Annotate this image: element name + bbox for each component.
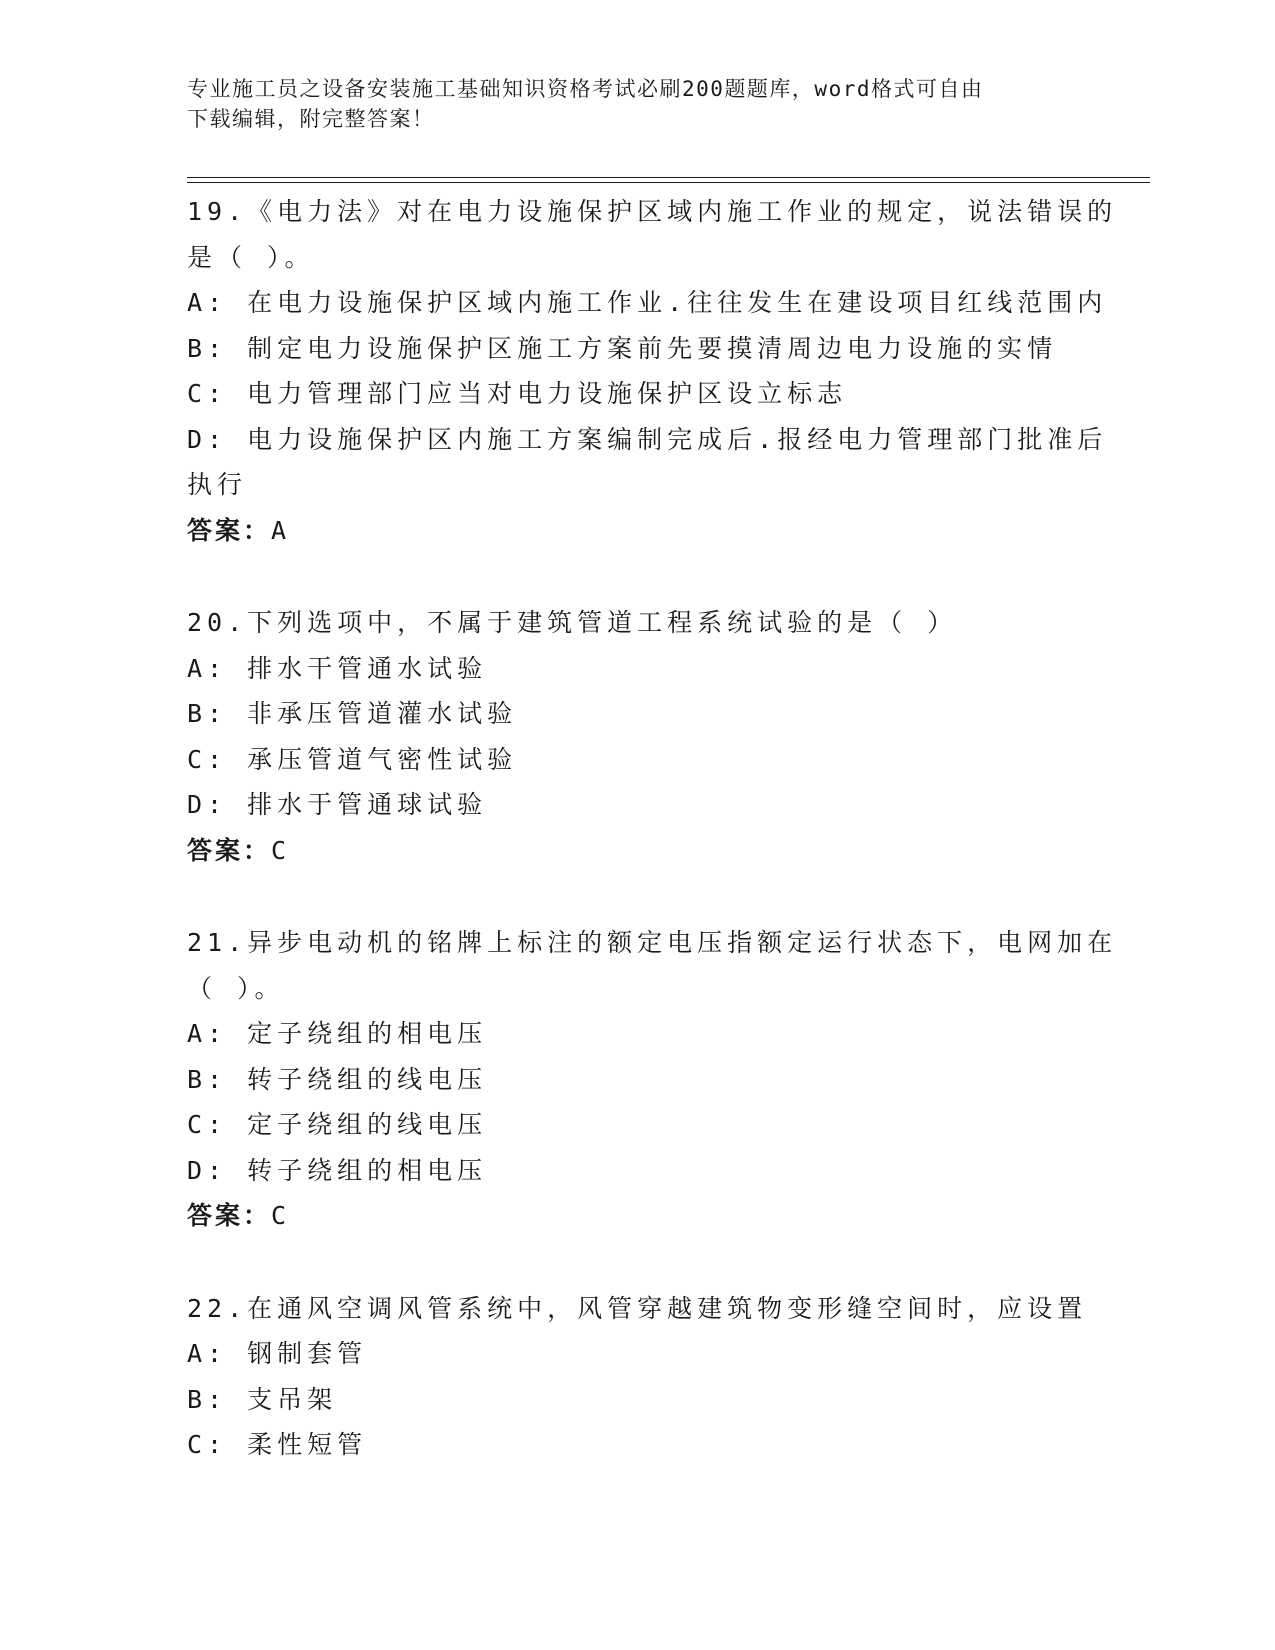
option-b: B: 制定电力设施保护区施工方案前先要摸清周边电力设施的实情 — [187, 333, 1058, 363]
question-21 — [187, 920, 1118, 1239]
answer-line — [187, 828, 1087, 874]
option-d-continued: 执行 — [187, 470, 248, 499]
header-divider-bottom — [187, 182, 1150, 183]
header-line-1: 专业施工员之设备安装施工基础知识资格考试必刷200题题库，word格式可自由 — [187, 77, 984, 101]
question-stem-line: 22.在通风空调风管系统中，风管穿越建筑物变形缝空间时，应设置 — [187, 1293, 1088, 1323]
question-stem-line: 21.异步电动机的铭牌上标注的额定电压指额定运行状态下，电网加在 — [187, 928, 1118, 957]
option-d: D: 排水于管通球试验 — [187, 790, 488, 819]
option-a: A: 排水干管通水试验 — [187, 653, 488, 683]
option-a: A: 在电力设施保护区域内施工作业.往往发生在建设项目红线范围内 — [187, 288, 1108, 317]
option-b: B: 非承压管道灌水试验 — [187, 699, 518, 728]
option-c: C: 柔性短管 — [187, 1430, 368, 1459]
question-19 — [187, 189, 1118, 553]
answer-line — [187, 508, 1087, 554]
document-header — [187, 74, 1067, 134]
header-line-2: 下载编辑，附完整答案！ — [187, 107, 435, 131]
option-d: D: 转子绕组的相电压 — [187, 1155, 488, 1185]
answer-value: C — [271, 1201, 288, 1230]
answer-label: 答案： — [187, 1201, 272, 1230]
question-stem-line: 19.《电力法》对在电力设施保护区域内施工作业的规定，说法错误的 — [187, 197, 1118, 226]
option-b: B: 转子绕组的线电压 — [187, 1064, 488, 1094]
option-c: C: 定子绕组的线电压 — [187, 1110, 488, 1139]
answer-label: 答案： — [187, 515, 272, 545]
question-stem-line: 是（ ）。 — [187, 242, 315, 272]
question-stem-line: （ ）。 — [187, 973, 285, 1003]
answer-label: 答案： — [187, 835, 272, 865]
answer-value: C — [271, 835, 288, 865]
option-a: A: 钢制套管 — [187, 1339, 368, 1368]
question-22 — [187, 1286, 1087, 1468]
option-d: D: 电力设施保护区内施工方案编制完成后.报经电力管理部门批准后 — [187, 424, 1108, 454]
option-c: C: 承压管道气密性试验 — [187, 744, 518, 774]
header-divider-top — [187, 177, 1150, 178]
answer-value: A — [271, 515, 288, 545]
option-b: B: 支吊架 — [187, 1384, 338, 1414]
question-stem-line: 20.下列选项中，不属于建筑管道工程系统试验的是（ ） — [187, 608, 958, 637]
answer-line — [187, 1193, 1087, 1239]
question-20 — [187, 600, 1087, 873]
question-list — [187, 189, 1118, 1515]
option-c: C: 电力管理部门应当对电力设施保护区设立标志 — [187, 379, 848, 408]
option-a: A: 定子绕组的相电压 — [187, 1019, 488, 1048]
